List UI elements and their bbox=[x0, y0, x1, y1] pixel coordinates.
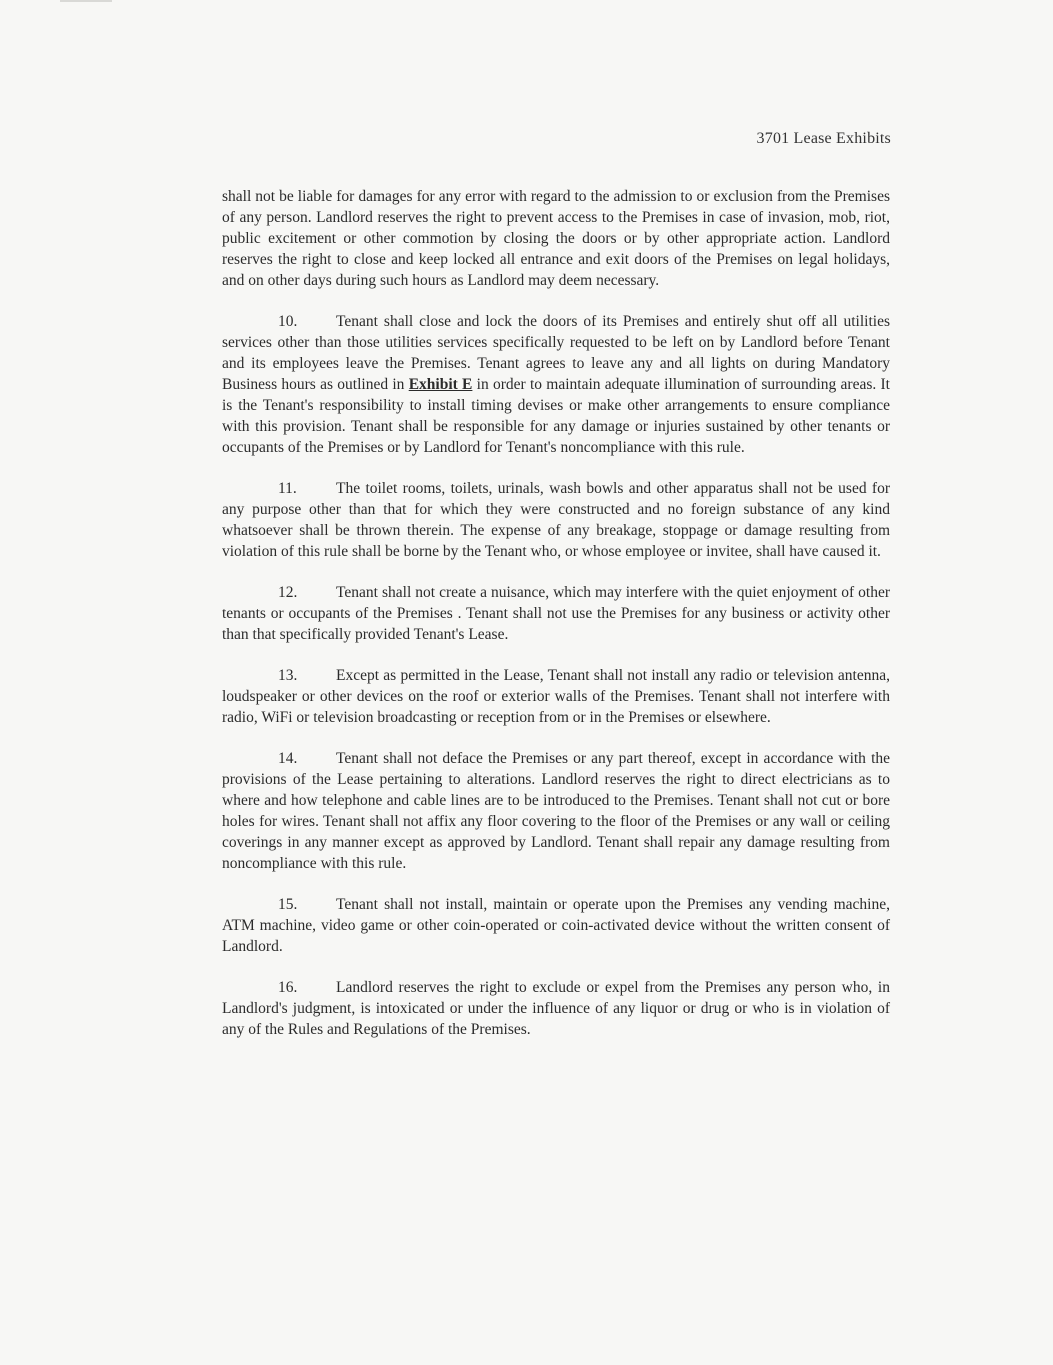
rule-text: Landlord reserves the right to exclude or expel from the Premises any person who, in Landlord's judgment, is intoxicated or under the influence of any liquor or drug or who is in violation of any of the Rules and Regulations of the Premises. bbox=[222, 979, 890, 1038]
rule-14 bbox=[222, 748, 890, 874]
rule-11 bbox=[222, 478, 890, 562]
rule-number: 15. bbox=[278, 896, 298, 913]
rule-16 bbox=[222, 977, 890, 1040]
rule-text: Tenant shall not deface the Premises or any part thereof, except in accordance with the provisions of the Lease pertaining to alterations. Landlord reserves the right to direct electricians as to where and how telephone and cable lines are to be introduced to the Premises. Tenant shall not cut or bore holes for wires. Tenant shall not affix any floor covering to the floor of the Premises or any wall or ceiling coverings in any manner except as approved by Landlord. Tenant shall repair any damage resulting from noncompliance with this rule. bbox=[222, 750, 890, 872]
scan-edge-mark bbox=[60, 0, 112, 2]
rule-number: 12. bbox=[278, 584, 298, 601]
rule-text: Tenant shall not create a nuisance, which may interfere with the quiet enjoyment of other tenants or occupants of the Premises . Tenant shall not use the Premises for any business or activity other than that specifically provided Tenant's Lease. bbox=[222, 584, 890, 643]
rule-text: The toilet rooms, toilets, urinals, wash bowls and other apparatus shall not be used for any purpose other than that for which they were constructed and no foreign substance of any kind whatsoever shall be thrown therein. The expense of any breakage, stoppage or damage resulting from violation of this rule shall be borne by the Tenant who, or whose employee or invitee, shall have caused it. bbox=[222, 480, 890, 560]
rule-12 bbox=[222, 582, 890, 645]
rule-text: Tenant shall not install, maintain or operate upon the Premises any vending machine, ATM machine, video game or other coin-operated or coin-activated device without the written consent of Landlord. bbox=[222, 896, 890, 955]
continuation-paragraph: shall not be liable for damages for any error with regard to the admission to or exclusion from the Premises of any person. Landlord reserves the right to prevent access to the Premises in case of invasion, mob, riot, public excitement or other commotion by closing the doors or by other appropriate action. Landlord reserves the right to close and keep locked all entrance and exit doors of the Premises on legal holidays, and on other days during such hours as Landlord may deem necessary. bbox=[222, 188, 890, 289]
rule-number: 10. bbox=[278, 313, 298, 330]
rule-text: in order to maintain adequate illumination of surrounding areas. It is the Tenant's responsibility to install timing devises or make other arrangements to ensure compliance with this provision. Tenant shall be responsible for any damage or injuries sustained by other tenants or occupants of the Premises or by Landlord for Tenant's noncompliance with this rule. bbox=[222, 376, 890, 456]
rule-10 bbox=[222, 311, 890, 458]
rule-text: Except as permitted in the Lease, Tenant shall not install any radio or television antenna, loudspeaker or other devices on the roof or exterior walls of the Premises. Tenant shall not interfere with radio, WiFi or television broadcasting or reception from or in the Premises or elsewhere. bbox=[222, 667, 890, 726]
rule-number: 11. bbox=[278, 480, 297, 497]
rule-number: 14. bbox=[278, 750, 298, 767]
rule-number: 16. bbox=[278, 979, 298, 996]
rule-number: 13. bbox=[278, 667, 298, 684]
page-header: 3701 Lease Exhibits bbox=[756, 130, 891, 147]
rule-15 bbox=[222, 894, 890, 957]
exhibit-e-link[interactable]: Exhibit E bbox=[408, 376, 473, 393]
rule-text: Tenant shall close and lock the doors of its Premises and entirely shut off all utilities services other than those utilities services specifically requested to be left on by Landlord before Tenant and its employees leave the Premises. Tenant agrees to leave any and all lights on during Mandatory Business hours as outlined in bbox=[222, 313, 890, 393]
document-body bbox=[222, 186, 890, 1060]
rule-13 bbox=[222, 665, 890, 728]
